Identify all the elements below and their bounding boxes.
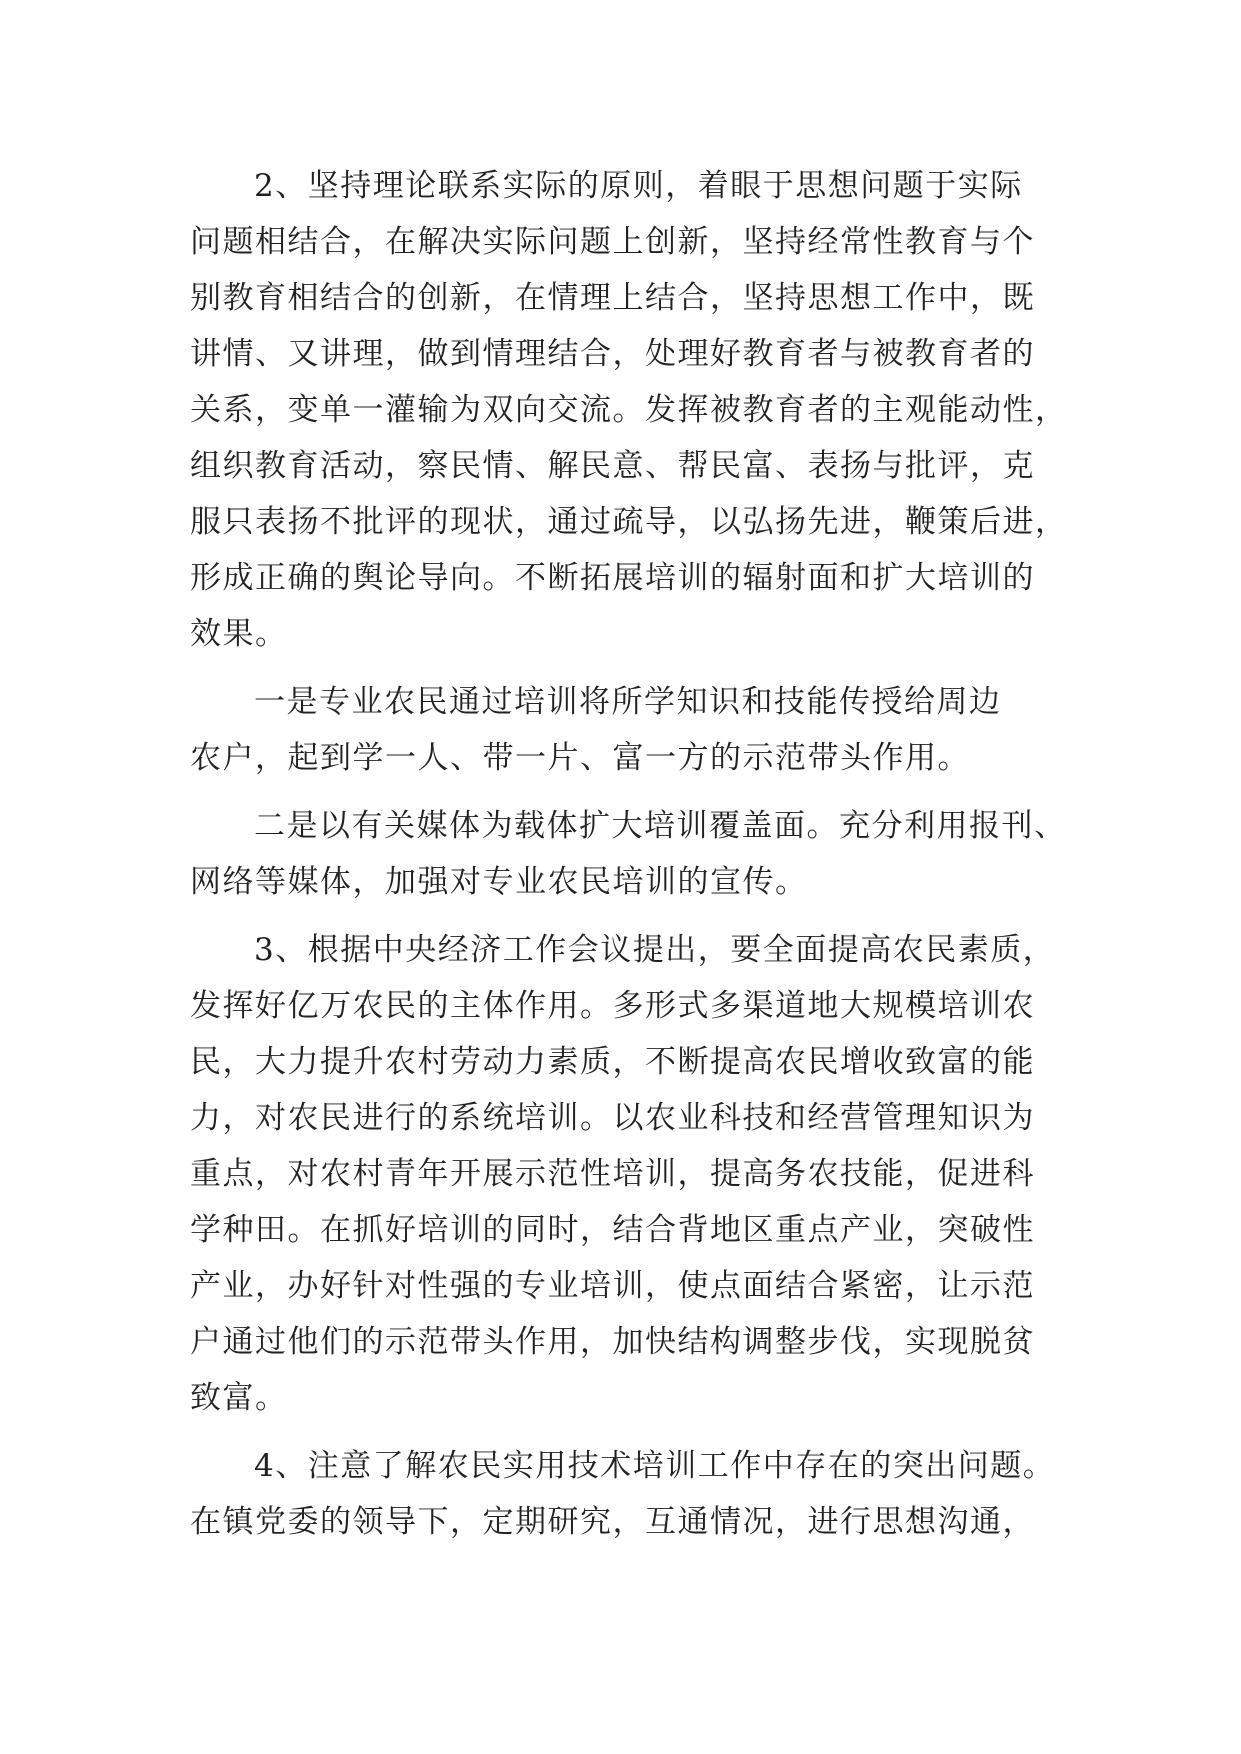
text-line: 重点，对农村青年开展示范性培训，提高务农技能，促进科: [190, 1156, 1035, 1192]
text-line: 服只表扬不批评的现状，通过疏导，以弘扬先进，鞭策后进，: [190, 504, 1068, 540]
text-line: 二是以有关媒体为载体扩大培训覆盖面。充分利用报刊、: [254, 808, 1067, 844]
text-line: 讲情、又讲理，做到情理结合，处理好教育者与被教育者的: [190, 336, 1035, 372]
text-line: 问题相结合，在解决实际问题上创新，坚持经常性教育与个: [190, 224, 1035, 260]
paragraph-point-two: [190, 798, 1070, 910]
text-line: 农户，起到学一人、带一片、富一方的示范带头作用。: [190, 740, 970, 776]
text-line: 形成正确的舆论导向。不断拓展培训的辐射面和扩大培训的: [190, 560, 1035, 596]
paragraph-point-one: [190, 674, 1070, 786]
text-line: 组织教育活动，察民情、解民意、帮民富、表扬与批评，克: [190, 448, 1035, 484]
text-line: 4、注意了解农民实用技术培训工作中存在的突出问题。: [254, 1448, 1056, 1484]
document-body: [190, 158, 1070, 1562]
text-line: 力，对农民进行的系统培训。以农业科技和经营管理知识为: [190, 1100, 1035, 1136]
paragraph-principle-3: [190, 922, 1070, 1426]
text-line: 致富。: [190, 1380, 288, 1416]
text-line: 产业，办好针对性强的专业培训，使点面结合紧密，让示范: [190, 1268, 1035, 1304]
text-line: 2、坚持理论联系实际的原则，着眼于思想问题于实际: [254, 168, 1023, 204]
text-line: 民，大力提升农村劳动力素质，不断提高农民增收致富的能: [190, 1044, 1035, 1080]
text-line: 别教育相结合的创新，在情理上结合，坚持思想工作中，既: [190, 280, 1035, 316]
text-line: 户通过他们的示范带头作用，加快结构调整步伐，实现脱贫: [190, 1324, 1035, 1360]
text-line: 一是专业农民通过培训将所学知识和技能传授给周边: [254, 684, 1002, 720]
text-line: 关系，变单一灌输为双向交流。发挥被教育者的主观能动性，: [190, 392, 1068, 428]
text-line: 3、根据中央经济工作会议提出，要全面提高农民素质，: [254, 932, 1056, 968]
text-line: 网络等媒体，加强对专业农民培训的宣传。: [190, 864, 808, 900]
text-line: 效果。: [190, 616, 288, 652]
text-line: 发挥好亿万农民的主体作用。多形式多渠道地大规模培训农: [190, 988, 1035, 1024]
paragraph-principle-4: [190, 1438, 1070, 1550]
text-line: 在镇党委的领导下，定期研究，互通情况，进行思想沟通，: [190, 1504, 1035, 1540]
paragraph-principle-2: [190, 158, 1070, 662]
text-line: 学种田。在抓好培训的同时，结合背地区重点产业，突破性: [190, 1212, 1035, 1248]
